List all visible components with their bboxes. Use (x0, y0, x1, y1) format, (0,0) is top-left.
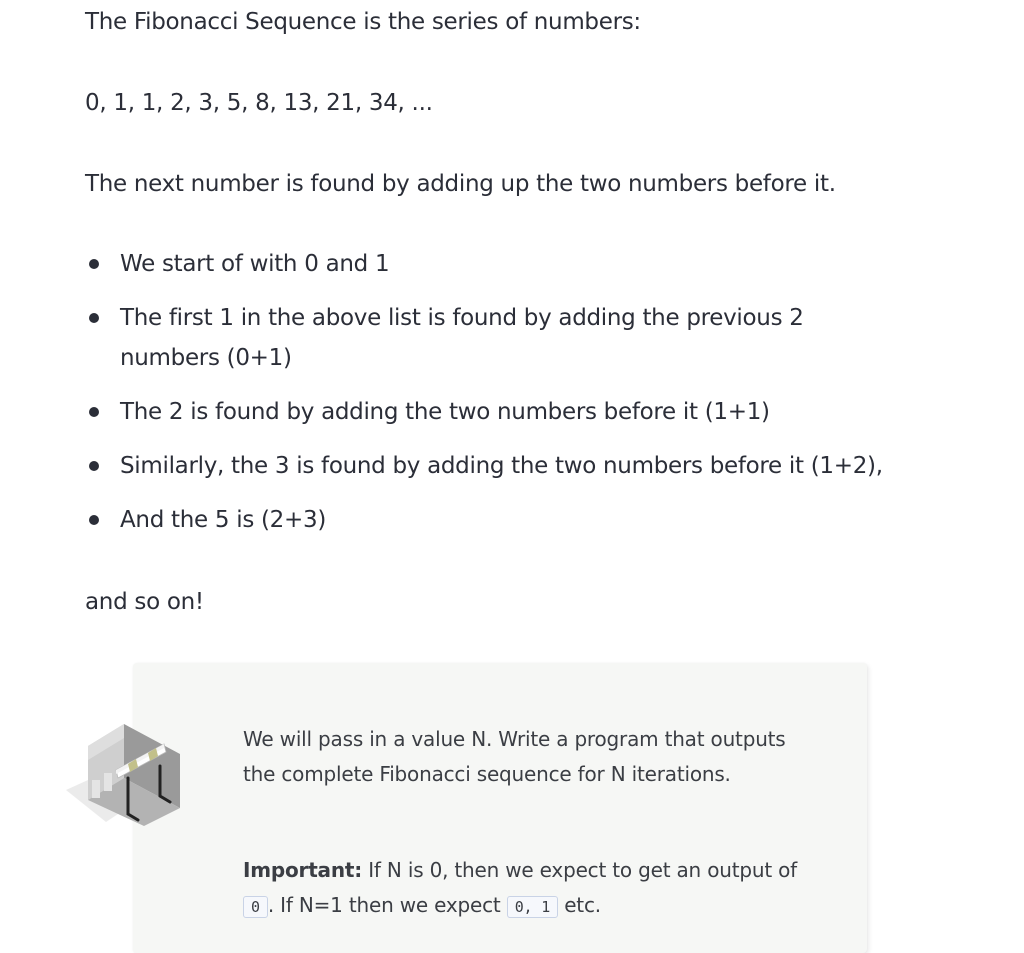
bullet-icon (89, 313, 99, 323)
explanation-list (85, 244, 945, 554)
challenge-card (133, 663, 867, 953)
important-text-1: If N is 0, then we expect to get an output of (362, 858, 797, 882)
important-text-2: . If N=1 then we expect (267, 893, 507, 917)
intro-paragraph: The Fibonacci Sequence is the series of numbers: (85, 9, 641, 35)
code-output-zero: 0 (243, 896, 268, 918)
bullet-icon (89, 259, 99, 269)
list-item (85, 298, 945, 378)
list-item-text: Similarly, the 3 is found by adding the two numbers before it (1+2), (120, 453, 883, 479)
list-item-text: And the 5 is (2+3) (120, 507, 326, 533)
list-item-text: The first 1 in the above list is found by adding the previous 2 numbers (0+1) (120, 305, 804, 371)
code-output-zero-one: 0, 1 (507, 896, 558, 918)
important-text-3: etc. (558, 893, 601, 917)
hurdle-icon (66, 718, 182, 828)
fibonacci-sequence: 0, 1, 1, 2, 3, 5, 8, 13, 21, 34, ... (85, 90, 433, 116)
bullet-icon (89, 407, 99, 417)
outro-paragraph: and so on! (85, 589, 204, 615)
list-item (85, 446, 945, 486)
challenge-description: We will pass in a value N. Write a program that outputs the complete Fibonacci sequence for N iterations. (243, 727, 786, 786)
challenge-important-note (243, 853, 823, 925)
rule-paragraph: The next number is found by adding up the two numbers before it. (85, 171, 836, 197)
list-item (85, 500, 945, 540)
list-item-text: We start of with 0 and 1 (120, 251, 390, 277)
bullet-icon (89, 461, 99, 471)
list-item-text: The 2 is found by adding the two numbers before it (1+1) (120, 399, 770, 425)
list-item (85, 392, 945, 432)
bullet-icon (89, 515, 99, 525)
list-item (85, 244, 945, 284)
important-label: Important: (243, 858, 363, 882)
